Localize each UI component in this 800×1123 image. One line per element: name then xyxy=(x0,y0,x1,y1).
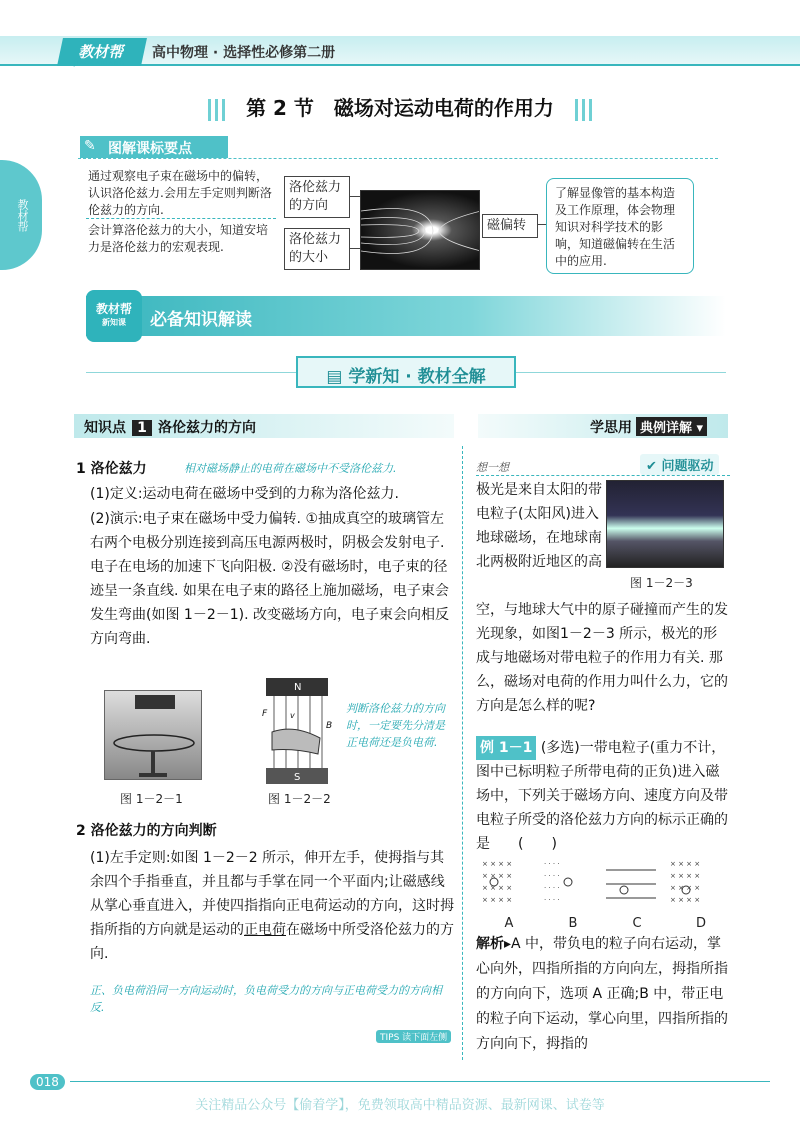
key-points-label-text: 图解课标要点 xyxy=(108,141,192,157)
book-title: 高中物理 · 选择性必修第二册 xyxy=(152,45,336,61)
sub-banner-text: 学新知 · 教材全解 xyxy=(348,367,486,387)
note-charge-sign: 判断洛伦兹力的方向时，一定要先分清是正电荷还是负电荷. xyxy=(346,702,445,749)
option-b: B xyxy=(568,916,578,931)
heading-direction: 2 洛伦兹力的方向判断 xyxy=(76,823,217,839)
key-box-deflection: 磁偏转 xyxy=(482,214,538,238)
problem-drive-tag xyxy=(640,454,719,475)
example-number: 1－1 xyxy=(498,740,533,756)
title-bar xyxy=(575,99,578,121)
key-points-divider xyxy=(78,158,718,159)
fig2-v-label: v xyxy=(290,711,295,720)
banner-badge-text: 教材帮 xyxy=(95,302,132,316)
key-point-left-2: 会计算洛伦兹力的大小，知道安培力是洛伦兹力的宏观表现. xyxy=(88,223,269,254)
svg-text:× × × ×: × × × × xyxy=(670,896,701,904)
title-bar xyxy=(222,99,225,121)
key-points-label xyxy=(80,136,228,158)
svg-text:× × × ×: × × × × xyxy=(670,872,701,880)
svg-text:× × × ×: × × × × xyxy=(670,860,701,868)
knowledge-point-heading xyxy=(84,417,256,437)
note-static-charge: 相对磁场静止的电荷在磁场中不受洛伦兹力. xyxy=(184,462,397,475)
example-tag: 典例详解 ▾ xyxy=(636,417,707,436)
left-hand-rule-b: 在磁场中所受洛伦兹力的方向. xyxy=(90,922,454,962)
svg-text:× × × ×: × × × × xyxy=(482,884,513,892)
options-figures xyxy=(480,856,730,931)
fig2-n-label: N xyxy=(294,682,302,693)
fig2-b-label: B xyxy=(326,721,333,731)
knowledge-point-title: 洛伦兹力的方向 xyxy=(158,420,256,436)
notebook-icon: ▤ xyxy=(326,367,343,387)
definition-text: (1)定义:运动电荷在磁场中受到的力称为洛伦兹力. xyxy=(90,486,399,502)
problem-drive-label: 问题驱动 xyxy=(661,459,714,474)
left-hand-rule-text xyxy=(90,846,454,966)
electron-tube-photo xyxy=(104,690,202,780)
aurora-intro: 极光是来自太阳的带电粒子(太阳风)进入地球磁场，在地球南北两极附近地区的高 xyxy=(476,482,602,570)
caption-fig2: 图 1－2－2 xyxy=(268,792,331,806)
svg-text:× × × ×: × × × × xyxy=(482,872,513,880)
options-diagram-icon xyxy=(480,856,730,912)
sub-banner-line-left xyxy=(86,372,296,373)
example-question xyxy=(476,736,728,856)
svg-text:× × × ×: × × × × xyxy=(482,896,513,904)
svg-text:· · · ·: · · · · xyxy=(544,860,560,868)
check-circle-icon: ✔ xyxy=(646,459,657,474)
page-number: 018 xyxy=(30,1074,65,1090)
svg-text:· · · ·: · · · · xyxy=(544,872,560,880)
knowledge-point-number: 1 xyxy=(132,420,152,436)
left-hand-rule-figure xyxy=(258,676,336,786)
electron-tube-icon xyxy=(105,691,203,781)
title-bar xyxy=(582,99,585,121)
title-bars-left xyxy=(208,99,211,121)
banner-badge-sub: 新知课 xyxy=(102,318,126,327)
svg-text:· · · ·: · · · · xyxy=(544,884,560,892)
study-use-label: 学思用 xyxy=(590,420,632,436)
pencil-icon: ✎ xyxy=(84,138,96,154)
example-label: 例 xyxy=(480,740,494,756)
caption-fig3: 图 1－2－3 xyxy=(630,576,693,590)
think-label: 想一想 xyxy=(476,461,509,474)
svg-text:· · · ·: · · · · xyxy=(544,896,560,904)
key-point-right: 了解显像管的基本构造及工作原理，体会物理知识对科学技术的影响，知道磁偏转在生活中的应用. xyxy=(555,186,676,268)
fig2-f-label: F xyxy=(262,709,268,719)
aurora-text: 空，与地球大气中的原子碰撞而产生的发光现象，如图1－2－3 所示，极光的形成与地磁场对带电粒子的作用力有关. 那么，磁场对电荷的作用力叫什么力，它的方向是怎么样的呢? xyxy=(476,602,728,714)
option-a: A xyxy=(504,916,514,931)
tips-badge: TIPS 读下面左侧 xyxy=(376,1030,451,1043)
svg-text:× × × ×: × × × × xyxy=(670,884,701,892)
section-title xyxy=(0,92,800,121)
knowledge-point-label: 知识点 xyxy=(84,420,126,436)
option-labels xyxy=(480,916,730,931)
heading-lorentz-force: 1 洛伦兹力 xyxy=(76,461,147,477)
option-c: C xyxy=(632,916,642,931)
column-divider xyxy=(462,446,463,1060)
analysis-text xyxy=(476,932,728,1057)
study-use-heading xyxy=(590,417,707,437)
field-lines-icon xyxy=(361,191,480,270)
key-box-magnitude: 洛伦兹力的大小 xyxy=(284,228,350,270)
banner-title: 必备知识解读 xyxy=(150,310,252,330)
demo-text: (2)演示:电子束在磁场中受力偏转. ①抽成真空的玻璃管左右两个电极分别连接到高压电源两极时，阴极会发射电子. 电子在电场的加速下飞向阳极. ②没有磁场时，电子束的径迹呈一条直线. 如果在电子束的路径上施加磁场，电子束会发生弯曲(如图 1－2－1). 改变磁场方向，电子束会向相反方向弯曲. xyxy=(90,511,449,647)
option-d: D xyxy=(695,916,706,931)
note-opposite-charges: 正、负电荷沿同一方向运动时，负电荷受力的方向与正电荷受力的方向相反. xyxy=(90,984,442,1014)
svg-text:× × × ×: × × × × xyxy=(482,860,513,868)
title-bar xyxy=(215,99,218,121)
key-box-direction: 洛伦兹力的方向 xyxy=(284,176,350,218)
sub-banner xyxy=(296,356,516,388)
triangle-right-icon: ▸ xyxy=(504,936,512,952)
brand-tab: 教材帮 xyxy=(57,38,147,66)
analysis-body: A 中，带负电的粒子向右运动，掌心向外，四指所指的方向向左，拇指所指的方向向下，选项 A 正确;B 中，带正电的粒子向下运动，掌心向里，四指所指的方向向下，拇指的 xyxy=(476,936,728,1052)
aurora-photo xyxy=(606,480,724,568)
caption-fig1: 图 1－2－1 xyxy=(120,792,183,806)
sub-banner-line-right xyxy=(516,372,726,373)
footer-watermark: 关注精品公众号【偷着学】，免费领取高中精品资源、最新网课、试卷等 xyxy=(195,1098,605,1113)
example-tag-label xyxy=(476,736,536,760)
key-point-right-box xyxy=(546,178,694,274)
analysis-label: 解析 xyxy=(476,936,504,952)
key-point-separator xyxy=(86,218,276,219)
magnetic-deflection-image xyxy=(360,190,480,270)
footer-line xyxy=(70,1081,770,1082)
key-point-left-1: 通过观察电子束在磁场中的偏转，认识洛伦兹力.会用左手定则判断洛伦兹力的方向. xyxy=(88,169,272,217)
magnet-hand-icon xyxy=(258,676,336,786)
banner-badge xyxy=(86,290,142,342)
fig2-s-label: S xyxy=(294,772,301,783)
positive-charge-underline: 正电荷 xyxy=(244,922,286,938)
section-title-text: 第 2 节 磁场对运动电荷的作用力 xyxy=(246,96,554,120)
title-bars-right xyxy=(589,99,592,121)
brand-subtitle: JIAOCAIBANG xyxy=(74,60,125,67)
side-tab: 教材帮 xyxy=(0,160,42,270)
left-hand-rule-a: (1)左手定则:如图 1－2－2 所示，伸开左手，使拇指与其余四个手指垂直，并且都与手掌在同一个平面内;让磁感线从掌心垂直进入，并使四指指向正电荷运动的方向，这时拇指所指的方向就是运动的 xyxy=(90,850,454,938)
example-text: (多选)一带电粒子(重力不计，图中已标明粒子所带电荷的正负)进入磁场中，下列关于磁场方向、速度方向及带电粒子所受的洛伦兹力方向的标示正确的是 ( ) xyxy=(476,740,728,852)
